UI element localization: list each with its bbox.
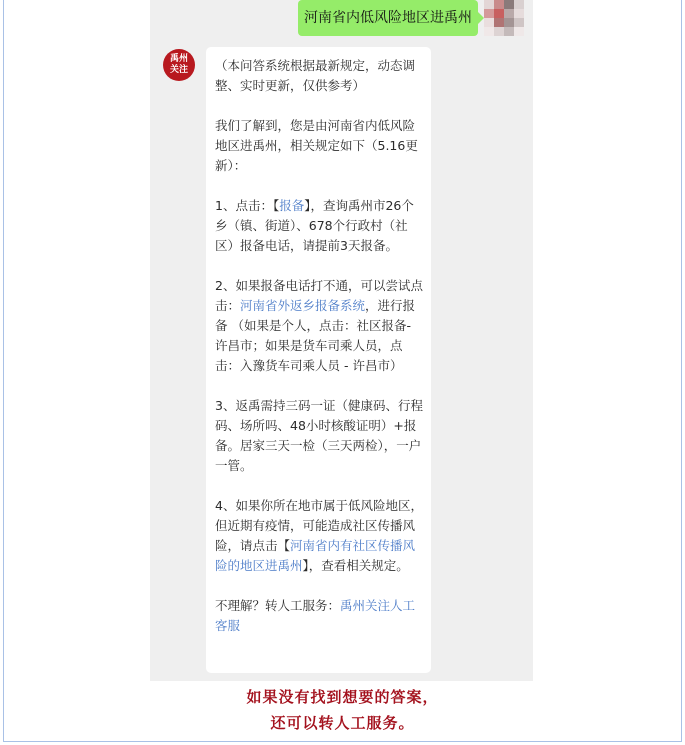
bot-avatar-line2: 关注	[169, 65, 188, 75]
user-message-text: 河南省内低风险地区进禹州	[304, 10, 472, 26]
item2-prefix: 2、如果报备电话打不通，可以尝试点击：	[215, 278, 423, 313]
reply-item3: 3、返禹需持三码一证（健康码、行程码、场所吗、48小时核酸证明）+报备。居家三天一检（三天两检），一户一管。	[215, 398, 423, 473]
footer-line2: 还可以转人工服务。	[270, 714, 415, 732]
reply-para1: 我们了解到，您是由河南省内低风险地区进禹州，相关规定如下（5.16更新）：	[215, 118, 418, 173]
item4-suffix: 】，查看相关规定。	[302, 558, 409, 573]
reply-item1	[215, 196, 423, 256]
reply-item4	[215, 496, 423, 576]
bot-avatar[interactable]	[163, 49, 195, 81]
return-report-system-link[interactable]: 河南省外返乡报备系统	[240, 298, 366, 313]
reply-closing	[215, 596, 423, 636]
item4-prefix: 4、如果你所在地市属于低风险地区，但近期有疫情，可能造成社区传播风险，请点击【	[215, 498, 423, 553]
user-message-bubble	[298, 0, 478, 36]
user-avatar[interactable]	[484, 0, 524, 36]
chat-panel	[150, 0, 533, 681]
item1-prefix: 1、点击：【	[215, 198, 280, 213]
item2-suffix: ，进行报备 （如果是个人，点击：社区报备-许昌市；如果是货车司乘人员，点击：入豫货车司乘人员 - 许昌市）	[215, 298, 416, 373]
report-link[interactable]: 报备	[279, 198, 305, 213]
blurred-avatar-icon	[484, 0, 524, 36]
community-risk-link[interactable]: 河南省内有社区传播风险的地区进禹州	[215, 538, 416, 573]
bot-avatar-line1: 禹州	[169, 54, 188, 64]
human-service-link[interactable]: 禹州关注人工客服	[215, 598, 416, 633]
footer-line1: 如果没有找到想要的答案，	[246, 688, 439, 706]
item1-suffix: 】，查询禹州市26个乡（镇、街道）、678个行政村（社区）报备电话，请提前3天报备。	[215, 198, 414, 253]
bot-reply-bubble	[206, 47, 431, 673]
reply-intro: （本问答系统根据最新规定，动态调整、实时更新，仅供参考）	[215, 58, 416, 93]
closing-prefix: 不理解？转人工服务：	[215, 598, 341, 613]
reply-item2	[215, 276, 423, 376]
